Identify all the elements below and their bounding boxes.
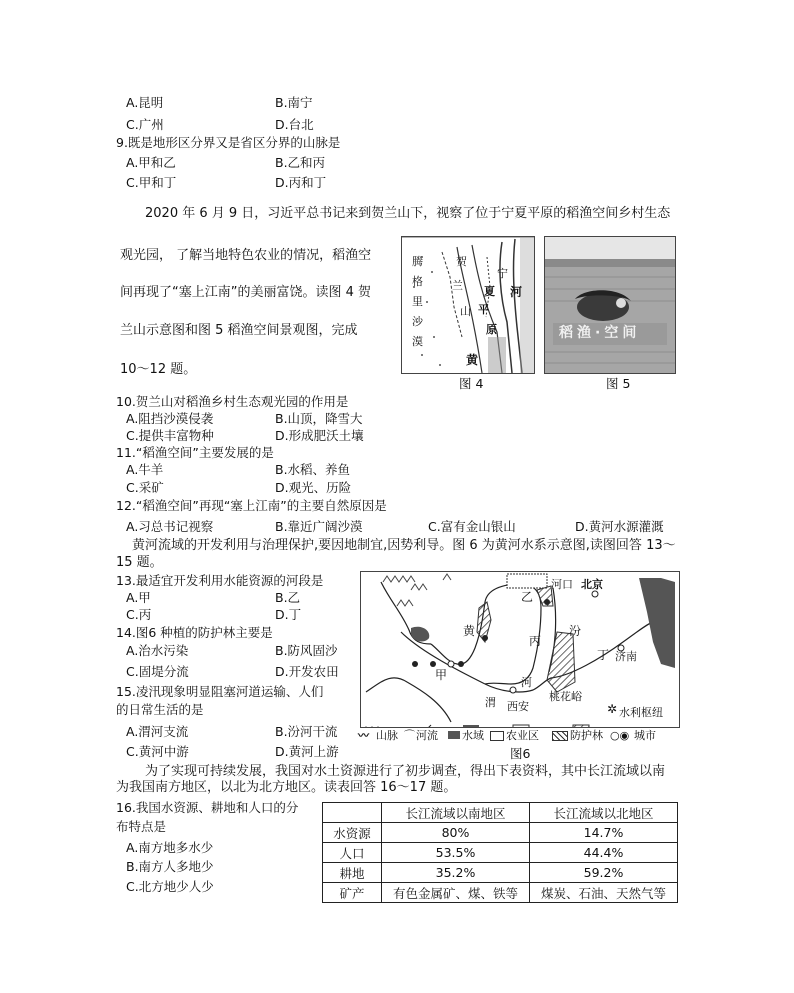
q12-option-d: D.黄河水源灌溉	[575, 519, 664, 534]
fig6-label-huang: 黄	[463, 624, 476, 638]
q14-option-d: D.开发农田	[275, 664, 339, 679]
city-legend-icon: ○◉	[610, 729, 630, 742]
table-cell: 矿产	[323, 883, 382, 903]
q13-option-b: B.乙	[275, 590, 301, 605]
mountain-legend-icon: 〰	[358, 729, 369, 742]
q15-option-b: B.汾河干流	[275, 724, 338, 739]
q12-option-a: A.习总书记视察	[126, 519, 214, 534]
fig6-label-fen: 汾	[569, 624, 582, 638]
q13-stem: 13.最适宜开发利用水能资源的河段是	[116, 573, 324, 588]
passage2-line1: 黄河流域的开发利用与治理保护,要因地制宜,因势利导。图 6 为黄河水系示意图,读图回答 13～	[132, 538, 676, 553]
q10-option-d: D.形成肥沃土壤	[275, 428, 364, 443]
table-cell: 耕地	[323, 863, 382, 883]
q13-option-c: C.丙	[126, 607, 152, 622]
passage1-line2: 观光园， 了解当地特色农业的情况，稻渔空	[120, 248, 372, 263]
passage1-line1: 2020 年 6 月 9 日，习近平总书记来到贺兰山下，视察了位于宁夏平原的稻渔空间乡村生态	[145, 206, 671, 221]
fig4-label-shan: 山	[460, 305, 471, 318]
figure-6-caption: 图6	[510, 746, 531, 761]
q9-stem: 9.既是地形区分界又是省区分界的山脉是	[116, 135, 341, 150]
q9-option-a: A.甲和乙	[126, 155, 176, 170]
q14-option-c: C.固堤分流	[126, 664, 189, 679]
table-cell: 水资源	[323, 823, 382, 843]
fig4-label-sha: 沙	[412, 315, 423, 328]
fig5-field-sign: 稻渔·空间	[559, 325, 641, 341]
q12-option-c: C.富有金山银山	[428, 519, 516, 534]
fig6-legend-mountain: 山脉	[376, 729, 398, 742]
q15-stem-line2: 的日常生活的是	[116, 702, 204, 717]
q9-option-c: C.甲和丁	[126, 175, 177, 190]
table-header-cell: 长江流域以北地区	[530, 803, 678, 823]
q15-stem-line1: 15.凌汛现象明显阻塞河道运输、人们	[116, 684, 324, 699]
passage3-line2: 为我国南方地区，以北为北方地区。读表回答 16～17 题。	[116, 780, 457, 795]
fig4-label-river: 河	[510, 285, 523, 299]
fig4-label-xia: 夏	[484, 285, 495, 298]
q16-option-c: C.北方地少人少	[126, 879, 214, 894]
fig6-legend-water: 水域	[462, 729, 484, 742]
passage1-line5: 10～12 题。	[120, 362, 197, 377]
fig4-label-teng: 腾	[412, 255, 423, 268]
fig4-label-ge: 格	[412, 275, 423, 288]
q10-option-b: B.山顶，降雪大	[275, 411, 363, 426]
figure-5-photo	[544, 236, 676, 374]
passage2-line2: 15 题。	[116, 555, 163, 570]
q9-option-d: D.丙和丁	[275, 175, 327, 190]
q16-stem-line1: 16.我国水资源、耕地和人口的分	[116, 800, 299, 815]
fig6-legend-reservoir: 水利枢纽	[619, 706, 663, 719]
q15-option-a: A.渭河支流	[126, 724, 189, 739]
fig4-label-he: 贺	[456, 255, 467, 268]
fig4-label-huang: 黄	[466, 353, 479, 367]
table-cell: 80%	[382, 823, 530, 843]
fig6-label-taohuayu: 桃花峪	[549, 690, 582, 703]
fig6-label-ding: 丁	[597, 648, 610, 662]
figure-4-map	[401, 236, 535, 374]
passage1-line4: 兰山示意图和图 5 稻渔空间景观图，完成	[120, 323, 358, 338]
q8-option-b: B.南宁	[275, 95, 313, 110]
table-cell: 59.2%	[530, 863, 678, 883]
fig4-label-lan: 兰	[452, 279, 463, 292]
q10-option-c: C.提供丰富物种	[126, 428, 214, 443]
table-cell: 人口	[323, 843, 382, 863]
table-header-row	[323, 803, 678, 823]
table-cell: 煤炭、石油、天然气等	[530, 883, 678, 903]
q11-stem: 11.“稻渔空间”主要发展的是	[116, 445, 274, 460]
q12-option-b: B.靠近广阔沙漠	[275, 519, 363, 534]
q15-option-d: D.黄河上游	[275, 744, 339, 759]
table-cell: 44.4%	[530, 843, 678, 863]
fig4-label-ning: 宁	[497, 267, 508, 280]
q14-option-a: A.治水污染	[126, 643, 189, 658]
river-legend-icon: ⌒	[404, 729, 415, 742]
q11-option-c: C.采矿	[126, 480, 164, 495]
fig6-label-he: 河	[521, 676, 532, 689]
q8-option-a: A.昆明	[126, 95, 164, 110]
table-row	[323, 863, 678, 883]
table-row	[323, 823, 678, 843]
table-row	[323, 883, 678, 903]
figure-5-drawing	[545, 237, 675, 373]
table-cell: 有色金属矿、煤、铁等	[382, 883, 530, 903]
q8-option-c: C.广州	[126, 117, 164, 132]
q12-stem: 12.“稻渔空间”再现“塞上江南”的主要自然原因是	[116, 498, 387, 513]
table-cell: 14.7%	[530, 823, 678, 843]
fig6-label-xian: 西安	[507, 700, 529, 713]
q10-option-a: A.阻挡沙漠侵袭	[126, 411, 214, 426]
fig6-label-hekou: 河口	[551, 578, 573, 591]
fig6-label-bing: 丙	[529, 634, 542, 648]
table-cell: 53.5%	[382, 843, 530, 863]
table-header-cell	[323, 803, 382, 823]
fig4-label-mo: 漠	[412, 335, 423, 348]
farm-legend-icon	[490, 731, 504, 741]
fig6-label-wei: 渭	[485, 696, 496, 709]
fig6-legend-farm: 农业区	[506, 729, 539, 742]
q15-option-c: C.黄河中游	[126, 744, 189, 759]
q13-option-a: A.甲	[126, 590, 151, 605]
fig6-label-yi: 乙	[521, 590, 534, 604]
fig6-reservoir-icon: ✲	[607, 702, 618, 716]
q11-option-b: B.水稻、养鱼	[275, 462, 351, 477]
fig6-label-beijing: 北京	[581, 578, 603, 591]
fig6-legend-forest: 防护林	[570, 729, 603, 742]
q8-option-d: D.台北	[275, 117, 314, 132]
table-cell: 35.2%	[382, 863, 530, 883]
fig4-label-li: 里	[412, 295, 423, 308]
figure-6-map	[360, 571, 680, 728]
fig4-label-ping: 平	[478, 303, 489, 316]
q16-option-a: A.南方地多水少	[126, 840, 214, 855]
table-header-cell: 长江流域以南地区	[382, 803, 530, 823]
forest-legend-icon	[552, 731, 568, 741]
q16-stem-line2: 布特点是	[116, 819, 167, 834]
table-row	[323, 843, 678, 863]
figure-4-caption: 图 4	[459, 376, 484, 391]
q11-option-d: D.观光、历险	[275, 480, 352, 495]
figure-5-caption: 图 5	[606, 376, 631, 391]
fig4-label-yuan: 原	[486, 323, 497, 336]
q9-option-b: B.乙和丙	[275, 155, 326, 170]
fig6-label-jinan: 济南	[615, 650, 637, 663]
q10-stem: 10.贺兰山对稻渔乡村生态观光园的作用是	[116, 394, 349, 409]
fig6-legend-city: 城市	[634, 729, 656, 742]
q14-option-b: B.防风固沙	[275, 643, 338, 658]
q11-option-a: A.牛羊	[126, 462, 164, 477]
resource-table	[322, 802, 678, 903]
water-legend-icon	[448, 731, 460, 739]
passage1-line3: 间再现了“塞上江南”的美丽富饶。读图 4 贺	[120, 285, 372, 300]
passage3-line1: 为了实现可持续发展，我国对水土资源进行了初步调查，得出下表资料，其中长江流域以南	[145, 764, 666, 779]
q13-option-d: D.丁	[275, 607, 302, 622]
fig6-label-jia: 甲	[435, 668, 448, 682]
q14-stem: 14.图6 种植的防护林主要是	[116, 625, 273, 640]
fig6-legend-river: 河流	[416, 729, 438, 742]
q16-option-b: B.南方人多地少	[126, 859, 214, 874]
